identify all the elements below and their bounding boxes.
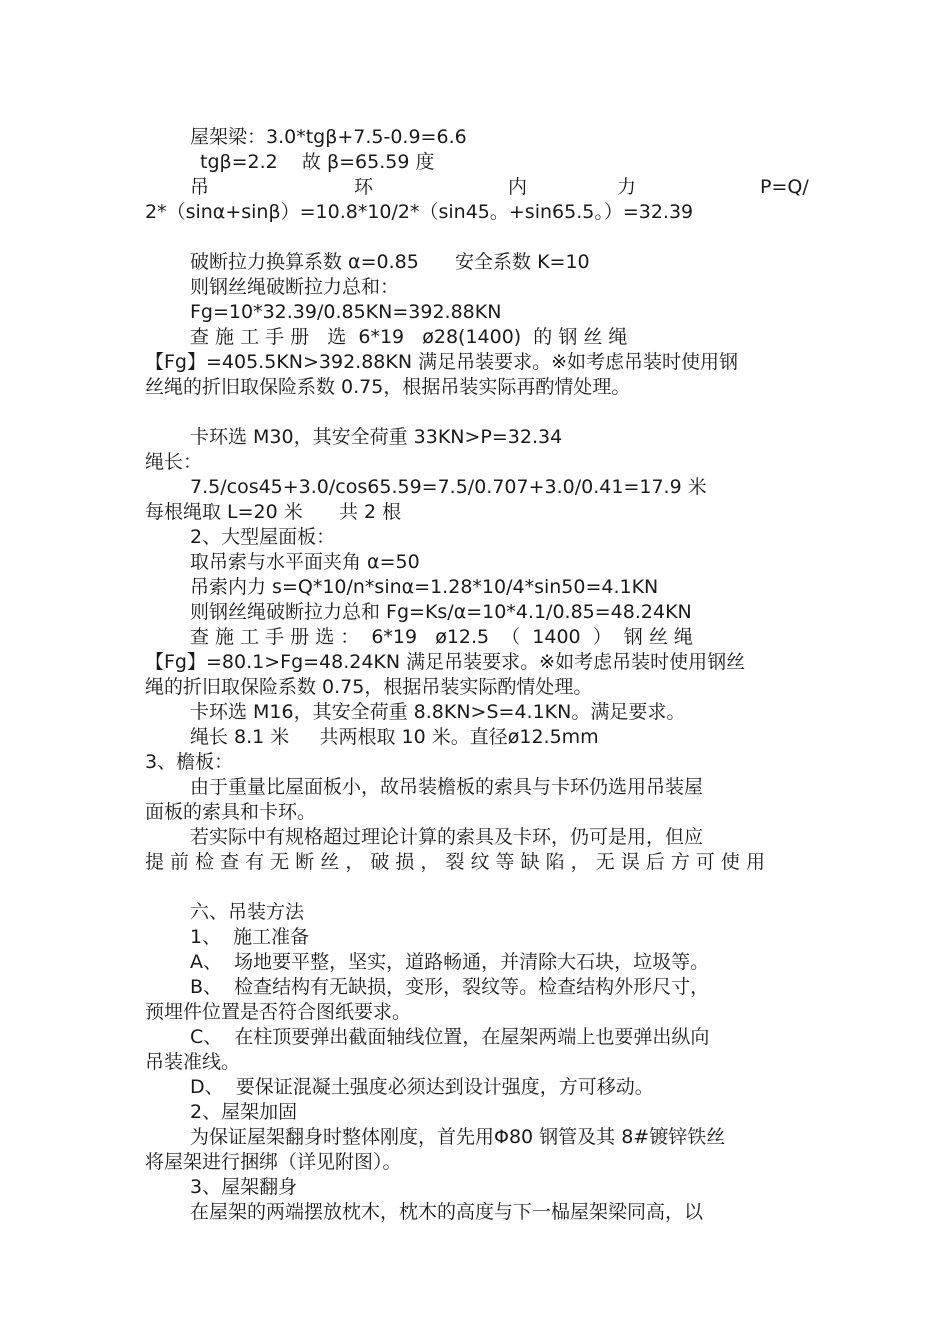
text-line: 内 (508, 176, 528, 198)
text-line: 2*（sinα+sinβ）=10.8*10/2*（sin45。+sin65.5。）=32.39 (145, 201, 694, 223)
text-line: 提 前 检 查 有 无 断 丝 ， 破 损 ， 裂 纹 等 缺 陷 ， 无 误 后 方 可 使 用 (145, 851, 765, 873)
text-line: 【Fg】=405.5KN>392.88KN 满足吊装要求。※如考虑吊装时使用钢 (145, 351, 739, 373)
text-line: 面板的索具和卡环。 (145, 801, 317, 823)
list-item: B、 检查结构有无缺损，变形，裂纹等。检查结构外形尺寸， (190, 976, 710, 998)
text-line: 绳的折旧取保险系数 0.75，根据吊装实际酌情处理。 (145, 676, 593, 698)
text-line: 绳长： (145, 451, 203, 473)
list-item: A、 场地要平整，坚实，道路畅通，并清除大石块，垃圾等。 (190, 951, 710, 973)
text-line: 【Fg】=80.1>Fg=48.24KN 满足吊装要求。※如考虑吊装时使用钢丝 (145, 651, 746, 673)
text-line: 2、大型屋面板： (190, 526, 336, 548)
text-line: 则钢丝绳破断拉力总和： (190, 276, 400, 298)
text-line: 将屋架进行捆绑（详见附图）。 (145, 1151, 402, 1173)
text-line: 查 施 工 手 册 选 6*19 ø28(1400) 的 钢 丝 绳 (190, 326, 628, 348)
text-line: 每根绳取 L=20 米 共 2 根 (145, 501, 402, 523)
section-heading: 3、檐板： (145, 751, 234, 773)
text-line: 取吊索与水平面夹角 α=50 (190, 551, 420, 573)
text-line: 则钢丝绳破断拉力总和 Fg=Ks/α=10*4.1/0.85=48.24KN (190, 601, 692, 623)
text-line: 丝绳的折旧取保险系数 0.75，根据吊装实际再酌情处理。 (145, 376, 631, 398)
text-line: 预埋件位置是否符合图纸要求。 (145, 1001, 412, 1023)
text-line: tgβ=2.2 故 β=65.59 度 (200, 151, 435, 173)
text-line: 由于重量比屋面板小，故吊装檐板的索具与卡环仍选用吊装屋 (190, 776, 704, 798)
text-line: Fg=10*32.39/0.85KN=392.88KN (190, 301, 502, 323)
text-line: 7.5/cos45+3.0/cos65.59=7.5/0.707+3.0/0.41=17.9 米 (190, 476, 707, 498)
text-line: 破断拉力换算系数 α=0.85 安全系数 K=10 (190, 251, 590, 273)
text-line: 吊索内力 s=Q*10/n*sinα=1.28*10/4*sin50=4.1KN (190, 576, 659, 598)
text-line: 为保证屋架翻身时整体刚度，首先用Φ80 钢管及其 8#镀锌铁丝 (190, 1126, 726, 1148)
section-heading: 六、吊装方法 (190, 901, 305, 923)
text-line: 在屋架的两端摆放枕木，枕木的高度与下一榀屋架梁同高，以 (190, 1201, 704, 1223)
text-line: P=Q/ (760, 176, 809, 198)
list-item: C、 在柱顶要弹出截面轴线位置，在屋架两端上也要弹出纵向 (190, 1026, 710, 1048)
text-line: 若实际中有规格超过理论计算的索具及卡环，仍可是用，但应 (190, 826, 704, 848)
text-line: 屋架梁：3.0*tgβ+7.5-0.9=6.6 (190, 126, 467, 148)
subsection-heading: 2、屋架加固 (190, 1101, 298, 1123)
text-line: 查 施 工 手 册 选 ： 6*19 ø12.5 （ 1400 ） 钢 丝 绳 (190, 626, 693, 648)
text-line: 环 (354, 176, 374, 198)
list-item: D、 要保证混凝土强度必须达到设计强度，方可移动。 (190, 1076, 654, 1098)
text-line: 吊 (190, 176, 210, 198)
text-line: 力 (617, 176, 637, 198)
text-line: 吊装准线。 (145, 1051, 241, 1073)
text-line: 绳长 8.1 米 共两根取 10 米。直径ø12.5mm (190, 726, 599, 748)
subsection-heading: 1、 施工准备 (190, 926, 310, 948)
text-line: 卡环选 M16，其安全荷重 8.8KN>S=4.1KN。满足要求。 (190, 701, 686, 723)
subsection-heading: 3、屋架翻身 (190, 1176, 298, 1198)
text-line: 卡环选 M30，其安全荷重 33KN>P=32.34 (190, 426, 563, 448)
